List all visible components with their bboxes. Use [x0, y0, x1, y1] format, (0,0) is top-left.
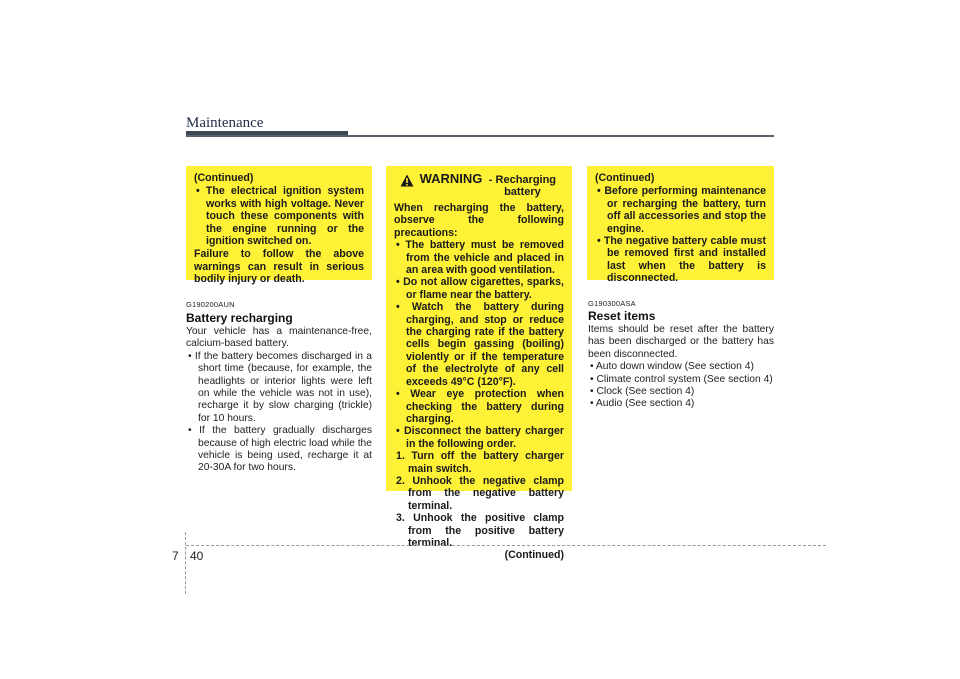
warning-step: 1. Turn off the battery charger main switch. [396, 450, 564, 475]
warning-title [394, 173, 564, 198]
warning-bullet: • Watch the battery during charging, and stop or reduce the charging rate if the battery cells begin gassing (boiling) violently or if the temperature of the electrolyte of any cell exceeds 49°C (120°F). [396, 301, 564, 388]
warning-bullet: • Wear eye protection when checking the battery during charging. [396, 388, 564, 425]
note-head: (Continued) [595, 172, 655, 184]
reset-item: • Clock (See section 4) [590, 386, 695, 398]
warning-bullet: • Do not allow cigarettes, sparks, or flame near the battery. [396, 276, 564, 301]
chapter-number: 7 [172, 549, 179, 563]
warning-bullet: • The battery must be removed from the vehicle and placed in an area with good ventilation. [396, 239, 564, 277]
note-bullet: • The electrical ignition system works with high voltage. Never touch these components with the engine running or the ignition switched on. [196, 185, 364, 248]
warning-step: 3. Unhook the positive clamp from the positive battery terminal. [396, 512, 564, 549]
warning-word: WARNING [419, 171, 483, 186]
note-head: (Continued) [194, 172, 254, 184]
battery-recharging-bullet: • If the battery gradually discharges because of high electric load while the vehicle is being used, recharge it at 20-30A for two hours. [188, 425, 373, 474]
reset-items-intro: Items should be reset after the battery has been discharged or the battery has been disconnected. [588, 324, 774, 360]
footer-rule [186, 545, 826, 546]
reset-items-body [588, 324, 774, 411]
continued-caution-note-right [587, 166, 774, 285]
note-bullet: • The negative battery cable must be removed first and installed last when the battery is disconnected. [597, 235, 766, 285]
section-title-battery-recharging: Battery recharging [186, 311, 293, 325]
section-title-reset-items: Reset items [588, 309, 656, 323]
note-paragraph: Failure to follow the above warnings can result in serious bodily injury or death. [194, 248, 364, 286]
warning-triangle-icon [400, 174, 414, 187]
header-title: Maintenance [186, 115, 264, 131]
warning-step: 2. Unhook the negative clamp from the negative battery terminal. [396, 474, 564, 512]
section-code-reset-items: G190300ASA [588, 299, 636, 308]
note-bullet: • Before performing maintenance or recharging the battery, turn off all accessories and stop the engine. [597, 185, 766, 235]
page-number: 40 [190, 549, 204, 563]
footer-divider [185, 532, 186, 594]
battery-recharging-bullet: • If the battery becomes discharged in a short time (because, for example, the headlights or interior lights were left on while the vehicle was not in use), recharge it by slow charging (trickle) for 10 hours. [188, 350, 372, 424]
reset-item: • Audio (See section 4) [590, 398, 695, 410]
continued-caution-note [186, 166, 372, 286]
reset-item: • Climate control system (See section 4) [590, 373, 773, 385]
battery-recharging-intro: Your vehicle has a maintenance-free, calcium-based battery. [186, 326, 372, 350]
warning-recharging-battery-box [386, 166, 572, 562]
header-rule [186, 135, 774, 137]
warning-continued: (Continued) [504, 549, 564, 562]
battery-recharging-body [186, 326, 372, 475]
warning-intro: When recharging the battery, observe the following precautions: [394, 202, 564, 239]
reset-item: • Auto down window (See section 4) [590, 361, 754, 373]
section-code-battery-recharging: G190200AUN [186, 300, 235, 309]
warning-subject: - Recharging battery [488, 174, 557, 198]
warning-bullet: • Disconnect the battery charger in the following order. [396, 425, 564, 450]
